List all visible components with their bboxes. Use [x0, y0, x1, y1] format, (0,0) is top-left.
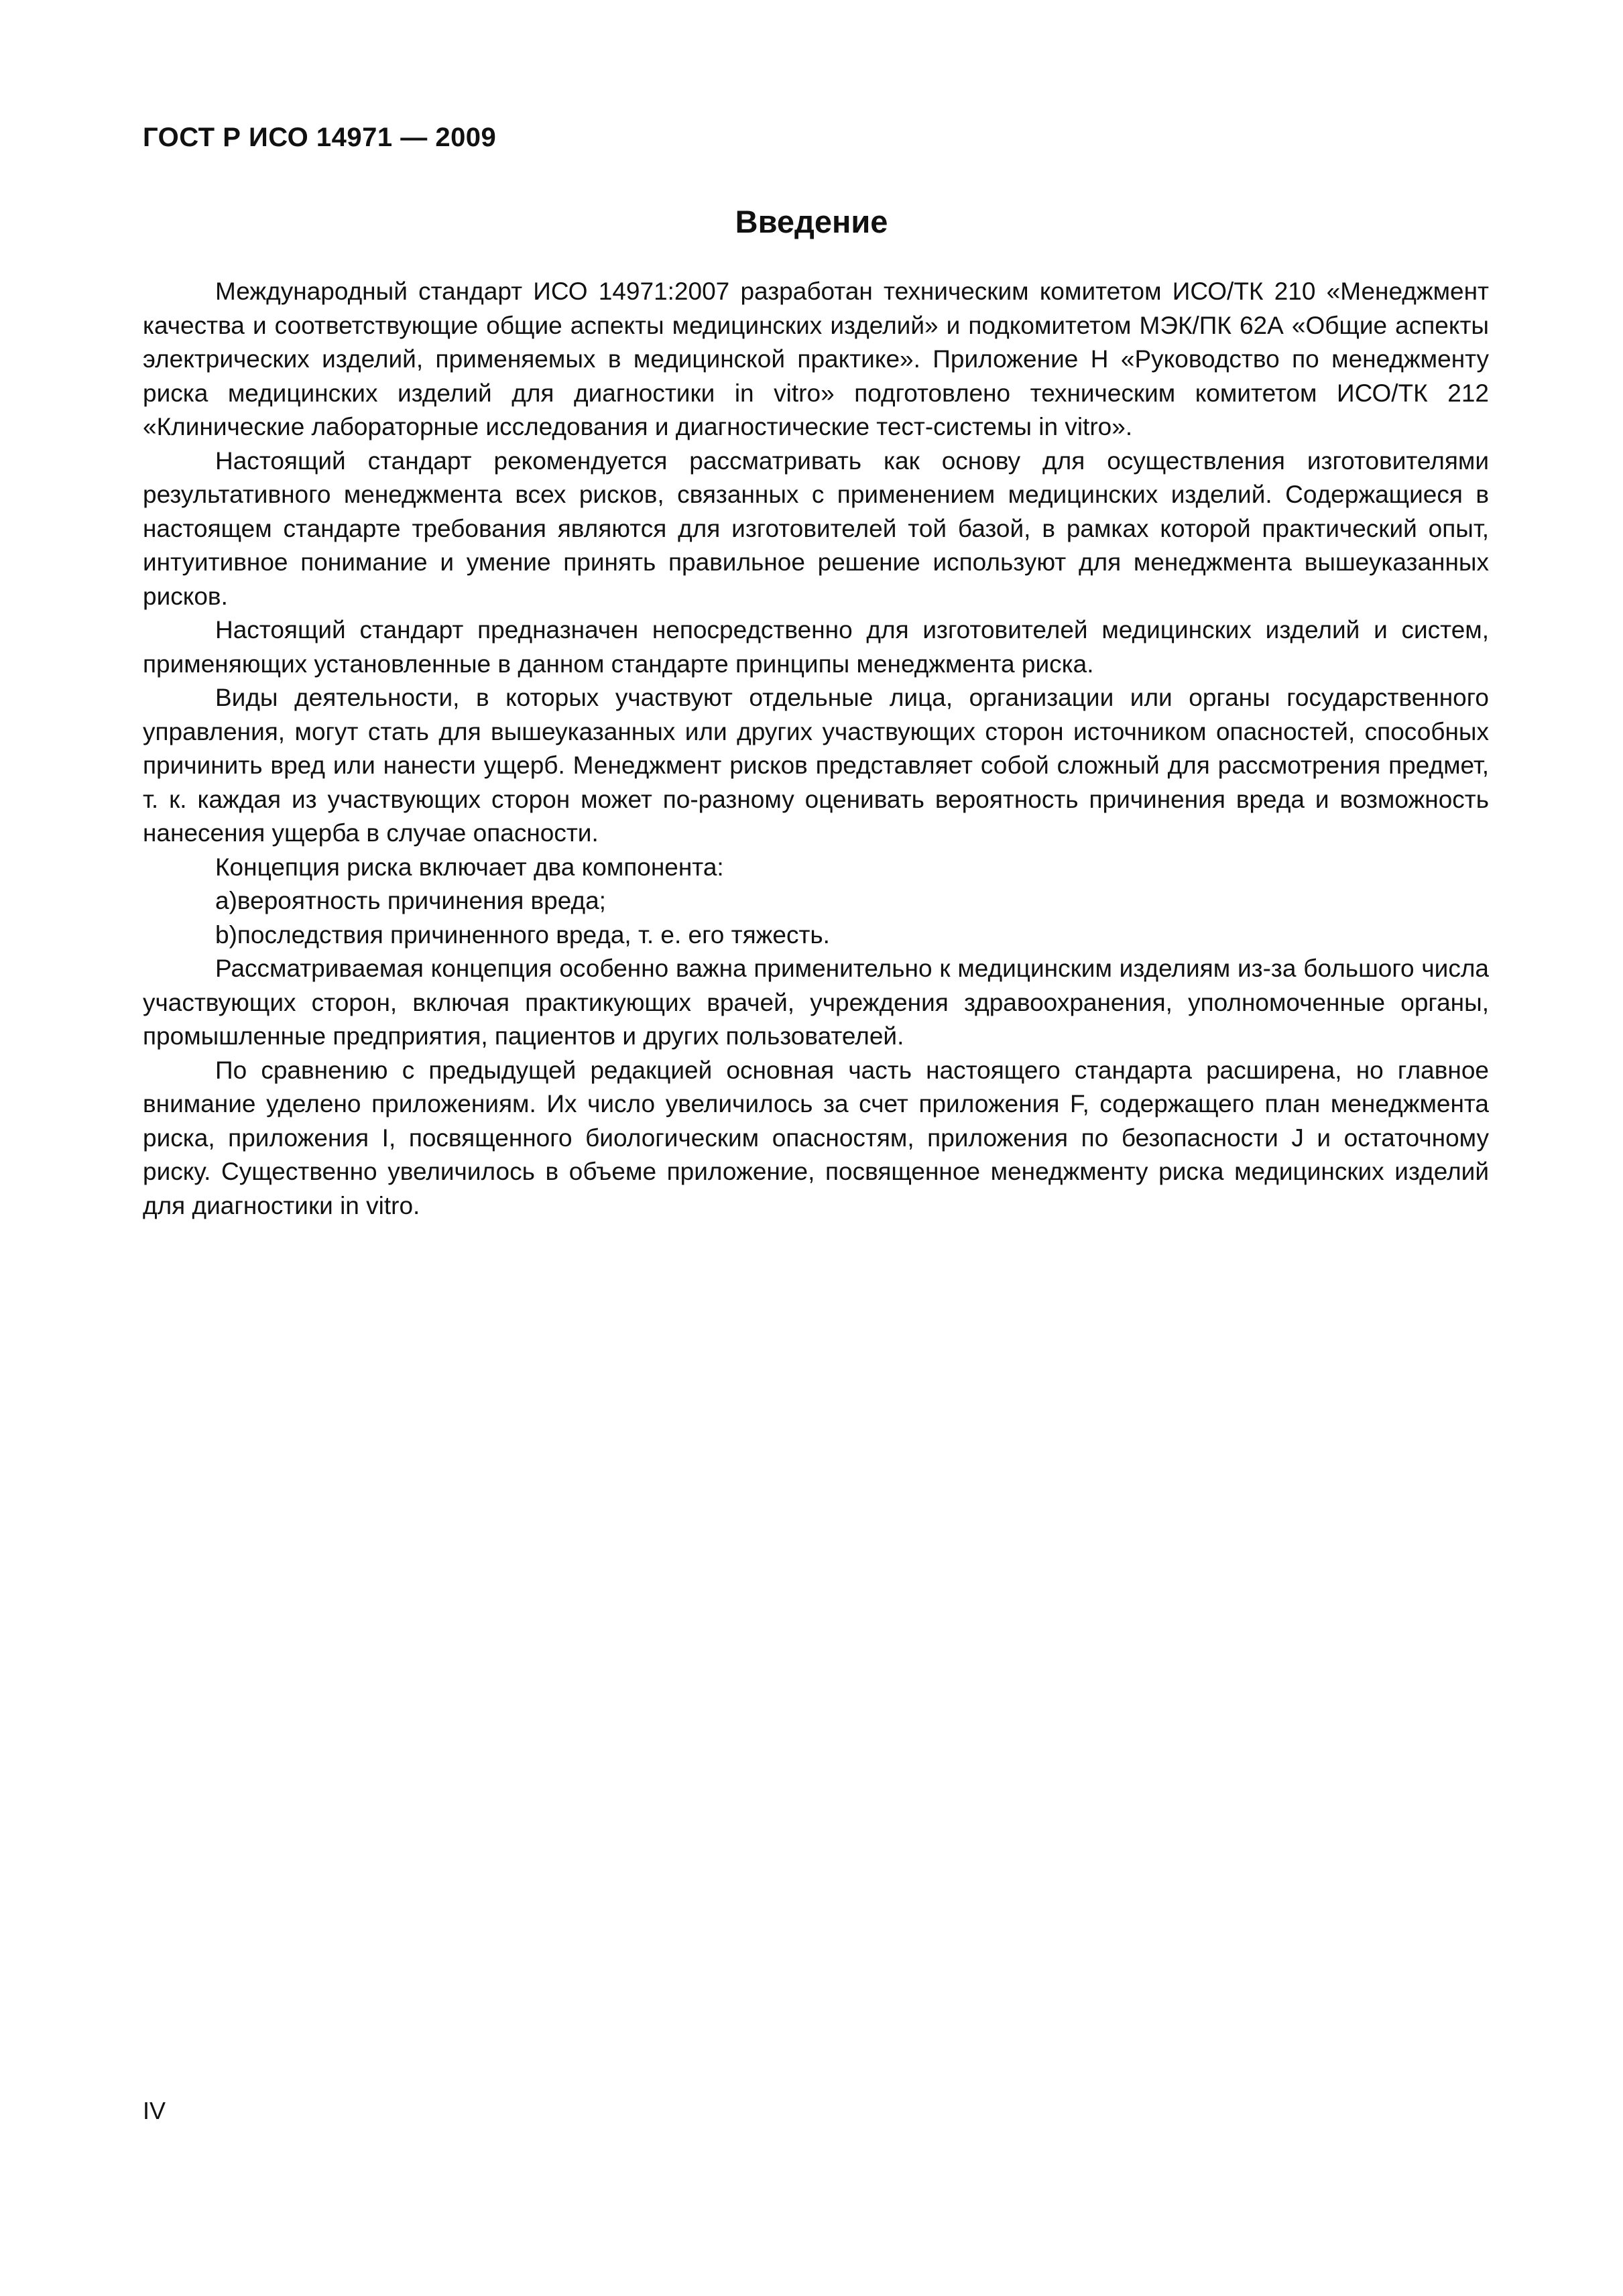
paragraph-revision-changes: По сравнению с предыдущей редакцией основная часть настоящего стандарта расширена, но главное внимание уделено приложениям. Их число увеличилось за счет приложения F, содержащего план менеджмента риска, приложения I, посвященного биологическим опасностям, приложения по безопасности J и остаточному риску. Существенно увеличилось в объеме приложение, посвященное менеджменту риска медицинских изделий для диагностики in vitro. [143, 1056, 1489, 1219]
section-title: Введение [735, 204, 888, 239]
paragraph-risk-sources: Виды деятельности, в которых участвуют отдельные лица, организации или органы государственного управления, могут стать для вышеуказанных или других участвующих сторон источником опасностей, способных причинить вред или нанести ущерб. Менеджмент рисков представляет собой сложный для рассмотрения предмет, т. к. каждая из участвующих сторон может по-разному оценивать вероятность причинения вреда и возможность нанесения ущерба в случае опасности. [143, 684, 1489, 847]
paragraph-standard-origin: Международный стандарт ИСО 14971:2007 разработан техническим комитетом ИСО/ТК 210 «Менеджмент качества и соответствующие общие аспекты медицинских изделий» и подкомитетом МЭК/ПК 62А «Общие аспекты электрических изделий, применяемых в медицинской практике». Приложение Н «Руководство по менеджменту риска медицинских изделий для диагностики in vitro» подготовлено техническим комитетом ИСО/ТК 212 «Клинические лабораторные исследования и диагностические тест-системы in vitro». [143, 278, 1489, 440]
section-body [143, 275, 1489, 1223]
paragraph-medical-devices: Рассматриваемая концепция особенно важна применительно к медицинским изделиям из-за большого числа участвующих сторон, включая практикующих врачей, учреждения здравоохранения, уполномоченные органы, промышленные предприятия, пациентов и других пользователей. [143, 955, 1489, 1050]
paragraph-intended-audience: Настоящий стандарт предназначен непосредственно для изготовителей медицинских изделий и систем, применяющих установленные в данном стандарте принципы менеджмента риска. [143, 616, 1489, 678]
paragraph-standard-purpose: Настоящий стандарт рекомендуется рассматривать как основу для осуществления изготовителями результативного менеджмента всех рисков, связанных с применением медицинских изделий. Содержащиеся в настоящем стандарте требования являются для изготовителей той базой, в рамках которой практический опыт, интуитивное понимание и умение принять правильное решение используют для менеджмента вышеуказанных рисков. [143, 446, 1489, 610]
page-number: IV [143, 2097, 166, 2124]
document-code-header: ГОСТ Р ИСО 14971 — 2009 [143, 123, 497, 152]
paragraph-risk-concept: Концепция риска включает два компонента: [215, 853, 724, 881]
list-item-a: a)вероятность причинения вреда; [215, 887, 606, 914]
list-item-b: b)последствия причиненного вреда, т. е. его тяжесть. [215, 920, 830, 949]
